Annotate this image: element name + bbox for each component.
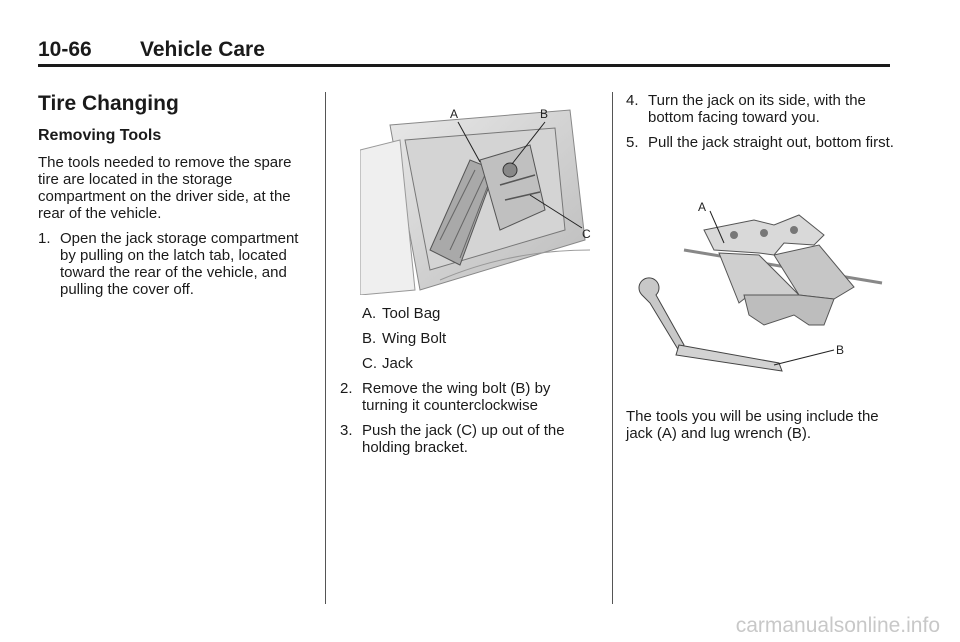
column-3 <box>626 92 896 442</box>
steps-list-3 <box>626 92 896 151</box>
legend-letter: C. <box>362 355 377 372</box>
step-2 <box>340 380 600 414</box>
column-2 <box>340 305 600 456</box>
jack-and-wrench-illustration <box>624 195 894 380</box>
step-text: Pull the jack straight out, bottom first. <box>648 134 894 151</box>
callout-b: B <box>540 107 549 121</box>
column-divider-1 <box>325 92 326 604</box>
legend-item-a <box>340 305 600 322</box>
step-text: Open the jack storage compartment by pulling on the latch tab, located toward the rear of the vehicle, and pulling the cover off. <box>60 230 299 298</box>
page-header <box>38 38 890 64</box>
callout-b: B <box>836 343 845 357</box>
chapter-title: Vehicle Care <box>140 38 265 61</box>
step-number: 4. <box>626 92 639 109</box>
callout-a: A <box>450 107 459 121</box>
legend-text: Tool Bag <box>382 305 441 322</box>
legend-letter: B. <box>362 330 377 347</box>
column-divider-2 <box>612 92 613 604</box>
legend-item-b <box>340 330 600 347</box>
legend-text: Wing Bolt <box>382 330 447 347</box>
step-4 <box>626 92 896 126</box>
callout-c: C <box>582 227 591 241</box>
page-number: 10-66 <box>38 38 92 61</box>
header-rule <box>38 64 890 67</box>
step-number: 3. <box>340 422 353 439</box>
legend-text: Jack <box>382 355 413 372</box>
watermark: carmanualsonline.info <box>735 614 940 637</box>
subsection-title: Removing Tools <box>38 127 162 144</box>
step-number: 1. <box>38 230 51 247</box>
step-1 <box>38 230 308 298</box>
steps-list-2 <box>340 380 600 456</box>
intro-paragraph: The tools needed to remove the spare tire are located in the storage compartment on the driver side, at the rear of the vehicle. <box>38 154 292 222</box>
legend-letter: A. <box>362 305 377 322</box>
steps-list-1 <box>38 230 308 298</box>
step-text: Remove the wing bolt (B) by turning it counterclockwise <box>362 380 551 414</box>
step-number: 2. <box>340 380 353 397</box>
figure-legend <box>340 305 600 372</box>
section-title: Tire Changing <box>38 92 179 115</box>
step-number: 5. <box>626 134 639 151</box>
storage-compartment-illustration <box>360 100 600 295</box>
step-text: Push the jack (C) up out of the holding bracket. <box>362 422 565 456</box>
legend-item-c <box>340 355 600 372</box>
step-5 <box>626 134 896 151</box>
column-1 <box>38 92 308 298</box>
step-text: Turn the jack on its side, with the bottom facing toward you. <box>648 92 866 126</box>
tools-note: The tools you will be using include the jack (A) and lug wrench (B). <box>626 408 879 442</box>
step-3 <box>340 422 600 456</box>
callout-a: A <box>698 200 707 214</box>
